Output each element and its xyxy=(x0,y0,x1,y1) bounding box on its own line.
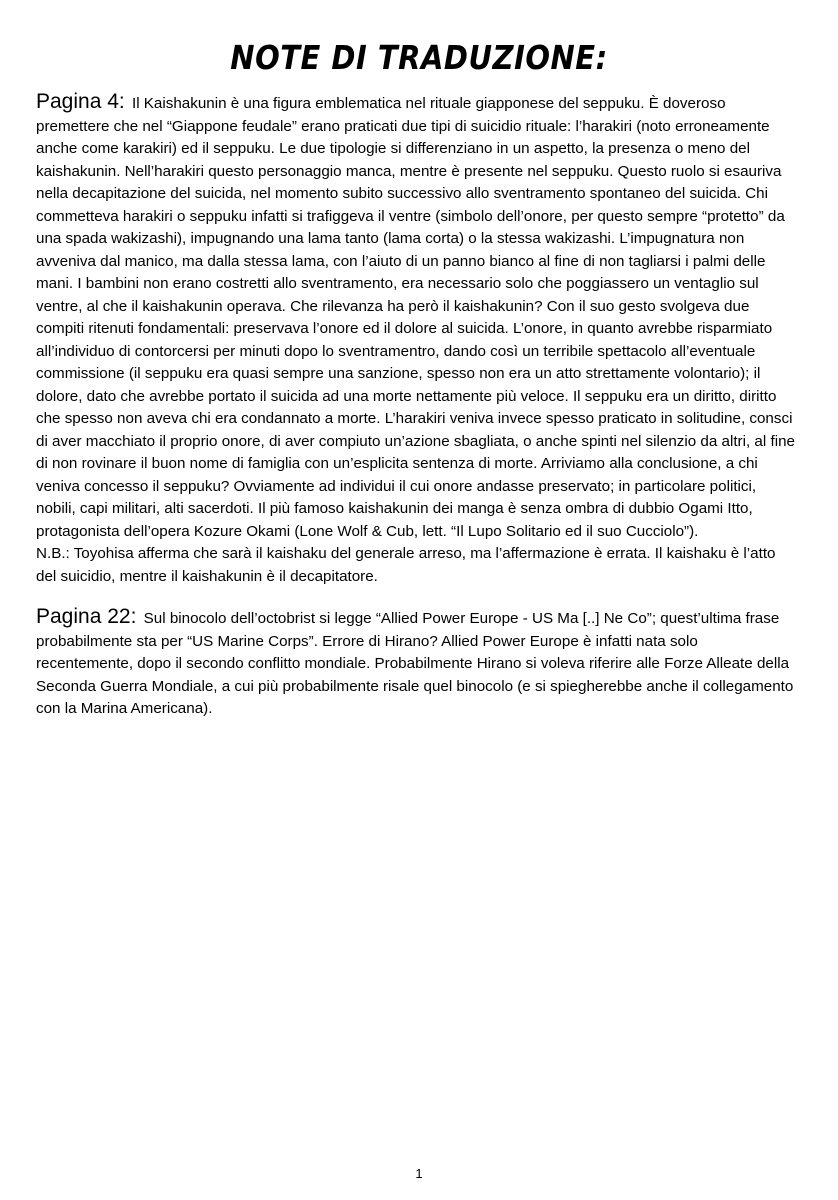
note-heading: Pagina 22: xyxy=(36,605,137,628)
note-pagina-22 xyxy=(36,606,798,721)
note-pagina-4 xyxy=(36,91,798,588)
note-nb: N.B.: Toyohisa afferma che sarà il kaishaku del generale arreso, ma l’affermazione è errata. Il kaishaku è l’atto del suicidio, mentre il kaishakunin è il decapitatore. xyxy=(36,545,776,585)
note-body: Il Kaishakunin è una figura emblematica nel rituale giapponese del seppuku. È doveroso premettere che nel “Giappone feudale” erano praticati due tipi di suicidio rituale: l’harakiri (noto erroneamente anche come karakiri) ed il seppuku. Le due tipologie si differenziano in un aspetto, la presenza o meno del kaishakunin. Nell’harakiri questo personaggio manca, mentre è presente nel seppuku. Questo ruolo si esauriva nella decapitazione del suicida, nel momento subito successivo allo sventramento spontaneo del suicida. Chi commetteva harakiri o seppuku infatti si trafiggeva il ventre (simbolo dell’onore, per questo sempre “protetto” da una spada wakizashi), impugnando una lama tanto (lama corta) o la stessa wakizashi. L’impugnatura non avveniva dal manico, ma dalla stessa lama, con l’aiuto di un panno bianco al fine di non tagliarsi i palmi delle mani. I bambini non erano costretti allo sventramento, era necessario solo che poggiassero un ventaglio sul ventre, al che il kaishakunin operava. Che rilevanza ha però il kaishakunin? Con il suo gesto svolgeva due compiti ritenuti fondamentali: preservava l’onore ed il dolore al suicida. L’onore, in quanto avrebbe risparmiato all’individuo di contorcersi per minuti dopo lo sventramentro, dando così un terribile spettacolo all’eventuale commissione (il seppuku era quasi sempre una sanzione, spesso non era un atto strettamente volontario); il dolore, dato che avrebbe portato il suicida ad una morte nettamente più veloce. Il seppuku era un diritto, diritto che spesso non aveva chi era condannato a morte. L’harakiri veniva invece spesso praticato in solitudine, consci di aver macchiato il proprio onore, di aver compiuto un’azione sbagliata, o anche spinti nel silenzio da altri, al fine di non rovinare il buon nome di famiglia con un’esplicita sentenza di morte. Arriviamo alla conclusione, a chi veniva concesso il seppuku? Ovviamente ad individui il cui onore andasse preservato; in particolare politici, nobili, capi militari, alti sacerdoti. Il più famoso kaishakunin dei manga è senza ombra di dubbio Ogami Itto, protagonista dell’opera Kozure Okami (Lone Wolf & Cub, lett. “Il Lupo Solitario ed il suo Cucciolo”). xyxy=(36,95,795,540)
page-number: 1 xyxy=(415,1166,423,1181)
note-body: Sul binocolo dell’octobrist si legge “Allied Power Europe - US Ma [..] Ne Co”; quest’ultima frase probabilmente sta per “US Marine Corps”. Errore di Hirano? Allied Power Europe è infatti nata solo recentemente, dopo il secondo conflitto mondiale. Probabilmente Hirano si voleva riferire alle Forze Alleate della Seconda Guerra Mondiale, a cui più probabilmente risale quel binocolo (e si spiegherebbe anche il collegamento con la Marina Americana). xyxy=(36,610,794,717)
page-title: NOTE DI TRADUZIONE: xyxy=(230,39,608,78)
note-heading: Pagina 4: xyxy=(36,90,125,113)
notes-content xyxy=(36,91,798,739)
